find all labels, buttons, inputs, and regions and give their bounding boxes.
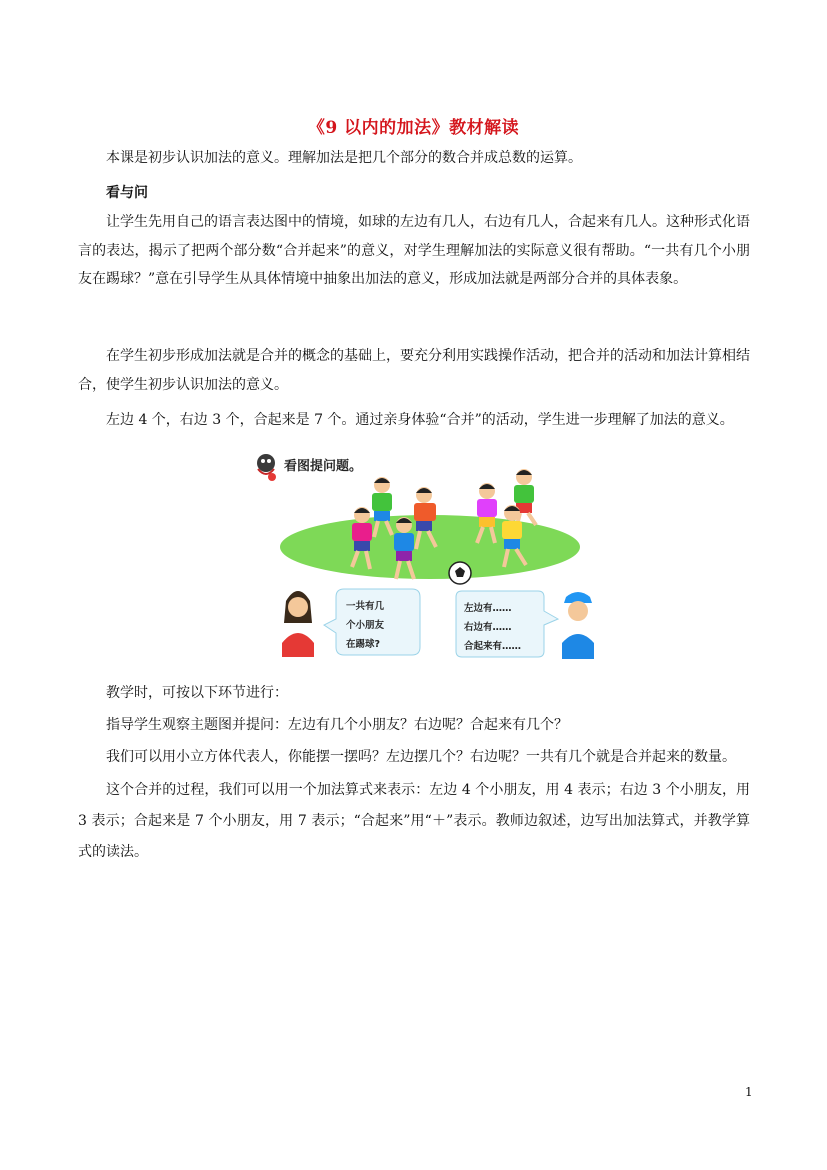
boy-figure (562, 592, 594, 659)
soccer-ball (449, 562, 471, 584)
boy-speech-bubble (456, 591, 558, 657)
boy-bubble-line-1: 左边有…… (464, 603, 512, 614)
question-icon (257, 454, 276, 481)
intro-paragraph: 本课是初步认识加法的意义。理解加法是把几个部分的数合并成总数的运算。 (106, 150, 582, 166)
girl-speech-bubble (324, 589, 420, 655)
teaching-intro: 教学时，可按以下环节进行： (106, 685, 288, 701)
girl-bubble-line-1: 一共有几 (346, 601, 385, 612)
section-heading: 看与问 (106, 185, 148, 201)
teaching-step-2: 我们可以用小立方体代表人，你能摆一摆吗？左边摆几个？右边呢？一共有几个就是合并起来的数量。 (106, 749, 736, 765)
document-title: 《9 以内的加法》教材解读 (307, 118, 520, 138)
body-paragraph-1: 让学生先用自己的语言表达图中的情境，如球的左边有几人，右边有几人，合起来有几人。这种形式化语言的表达，揭示了把两个部分数“合并起来”的意义，对学生理解加法的实际意义很有帮助。“一共有几个小朋友在踢球？”意在引导学生从具体情境中抽象出加法的意义，形成加法就是两部分合并的具体表象。 (78, 214, 750, 287)
figure-header: 看图提问题。 (284, 459, 363, 474)
page-number: 1 (745, 1085, 753, 1099)
body-paragraph-2: 在学生初步形成加法就是合并的概念的基础上，要充分利用实践操作活动，把合并的活动和加法计算相结合，使学生初步认识加法的意义。 (78, 348, 750, 393)
teaching-step-1: 指导学生观察主题图并提问：左边有几个小朋友？右边呢？合起来有几个？ (106, 717, 568, 733)
boy-bubble-line-3: 合起来有…… (464, 641, 522, 652)
girl-figure (282, 591, 314, 657)
girl-bubble-line-2: 个小朋友 (346, 620, 385, 631)
boy-bubble-line-2: 右边有…… (464, 622, 512, 633)
girl-bubble-line-3: 在踢球? (346, 639, 381, 650)
teaching-step-3: 这个合并的过程，我们可以用一个加法算式来表示：左边 4 个小朋友，用 4 表示；右边 3 个小朋友，用 3 表示；合起来是 7 个小朋友，用 7 表示；“合起来”用“＋”表示。教师边叙述，边写出加法算式，并教学算式的读法。 (78, 782, 750, 860)
body-paragraph-3: 左边 4 个，右边 3 个，合起来是 7 个。通过亲身体验“合并”的活动，学生进一步理解了加法的意义。 (106, 412, 734, 428)
soccer-illustration (252, 447, 600, 665)
player-green-2 (514, 469, 536, 529)
